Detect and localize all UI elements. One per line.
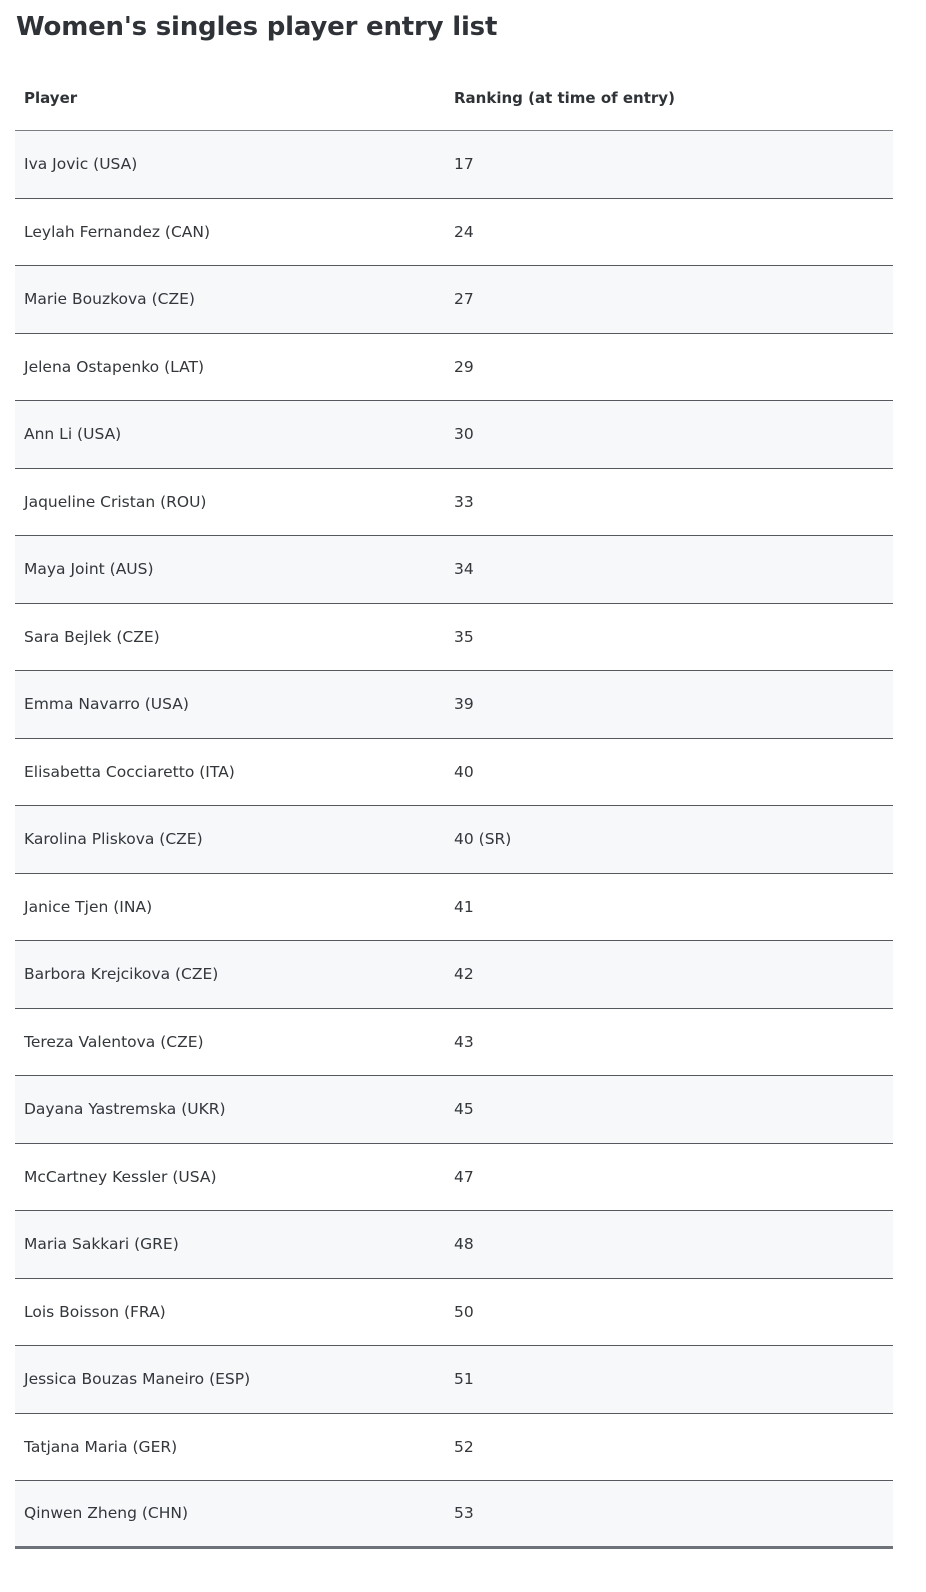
ranking-cell: 35 [454, 627, 474, 646]
ranking-cell: 47 [454, 1167, 474, 1186]
table-row [15, 604, 893, 672]
table-row [15, 941, 893, 1009]
ranking-cell: 24 [454, 222, 474, 241]
player-cell: Jaqueline Cristan (ROU) [24, 492, 207, 511]
table-row [15, 469, 893, 537]
player-cell: Marie Bouzkova (CZE) [24, 290, 195, 309]
player-cell: Ann Li (USA) [24, 425, 122, 444]
player-entry-table [15, 66, 893, 1549]
table-row [15, 131, 893, 199]
player-cell: Maria Sakkari (GRE) [24, 1235, 179, 1254]
player-cell: Lois Boisson (FRA) [24, 1302, 166, 1321]
table-row [15, 1481, 893, 1549]
ranking-cell: 33 [454, 492, 474, 511]
ranking-cell: 43 [454, 1032, 474, 1051]
table-row [15, 739, 893, 807]
ranking-cell: 40 [454, 762, 474, 781]
player-cell: Leylah Fernandez (CAN) [24, 222, 211, 241]
table-row [15, 401, 893, 469]
player-cell: Qinwen Zheng (CHN) [24, 1504, 189, 1523]
player-cell: Dayana Yastremska (UKR) [24, 1100, 226, 1119]
ranking-cell: 45 [454, 1100, 474, 1119]
table-row [15, 1144, 893, 1212]
table-row [15, 536, 893, 604]
ranking-cell: 34 [454, 560, 474, 579]
ranking-cell: 50 [454, 1302, 474, 1321]
ranking-column-header: Ranking (at time of entry) [454, 89, 675, 107]
player-cell: Karolina Pliskova (CZE) [24, 830, 203, 849]
ranking-cell: 17 [454, 155, 474, 174]
table-row [15, 334, 893, 402]
player-cell: Tatjana Maria (GER) [24, 1437, 178, 1456]
player-cell: Elisabetta Cocciaretto (ITA) [24, 762, 235, 781]
player-cell: Barbora Krejcikova (CZE) [24, 965, 219, 984]
ranking-cell: 48 [454, 1235, 474, 1254]
table-row [15, 1346, 893, 1414]
table-header [15, 66, 893, 131]
table-row [15, 199, 893, 267]
ranking-cell: 27 [454, 290, 474, 309]
ranking-cell: 51 [454, 1370, 474, 1389]
ranking-cell: 41 [454, 897, 474, 916]
table-row [15, 1414, 893, 1482]
player-cell: Maya Joint (AUS) [24, 560, 154, 579]
player-cell: Jessica Bouzas Maneiro (ESP) [24, 1370, 251, 1389]
player-cell: Sara Bejlek (CZE) [24, 627, 160, 646]
table-row [15, 671, 893, 739]
table-row [15, 1279, 893, 1347]
table-row [15, 1076, 893, 1144]
ranking-cell: 30 [454, 425, 474, 444]
table-row [15, 1211, 893, 1279]
table-body [15, 131, 893, 1549]
player-column-header: Player [24, 89, 78, 107]
ranking-cell: 53 [454, 1504, 474, 1523]
ranking-cell: 42 [454, 965, 474, 984]
ranking-cell: 52 [454, 1437, 474, 1456]
player-cell: McCartney Kessler (USA) [24, 1167, 217, 1186]
player-cell: Emma Navarro (USA) [24, 695, 189, 714]
table-row [15, 806, 893, 874]
ranking-cell: 39 [454, 695, 474, 714]
player-cell: Tereza Valentova (CZE) [24, 1032, 204, 1051]
ranking-cell: 40 (SR) [454, 830, 512, 849]
table-row [15, 874, 893, 942]
player-cell: Iva Jovic (USA) [24, 155, 138, 174]
page-title: Women's singles player entry list [16, 12, 498, 42]
table-row [15, 266, 893, 334]
player-cell: Janice Tjen (INA) [24, 897, 153, 916]
table-row [15, 1009, 893, 1077]
player-cell: Jelena Ostapenko (LAT) [24, 357, 205, 376]
ranking-cell: 29 [454, 357, 474, 376]
